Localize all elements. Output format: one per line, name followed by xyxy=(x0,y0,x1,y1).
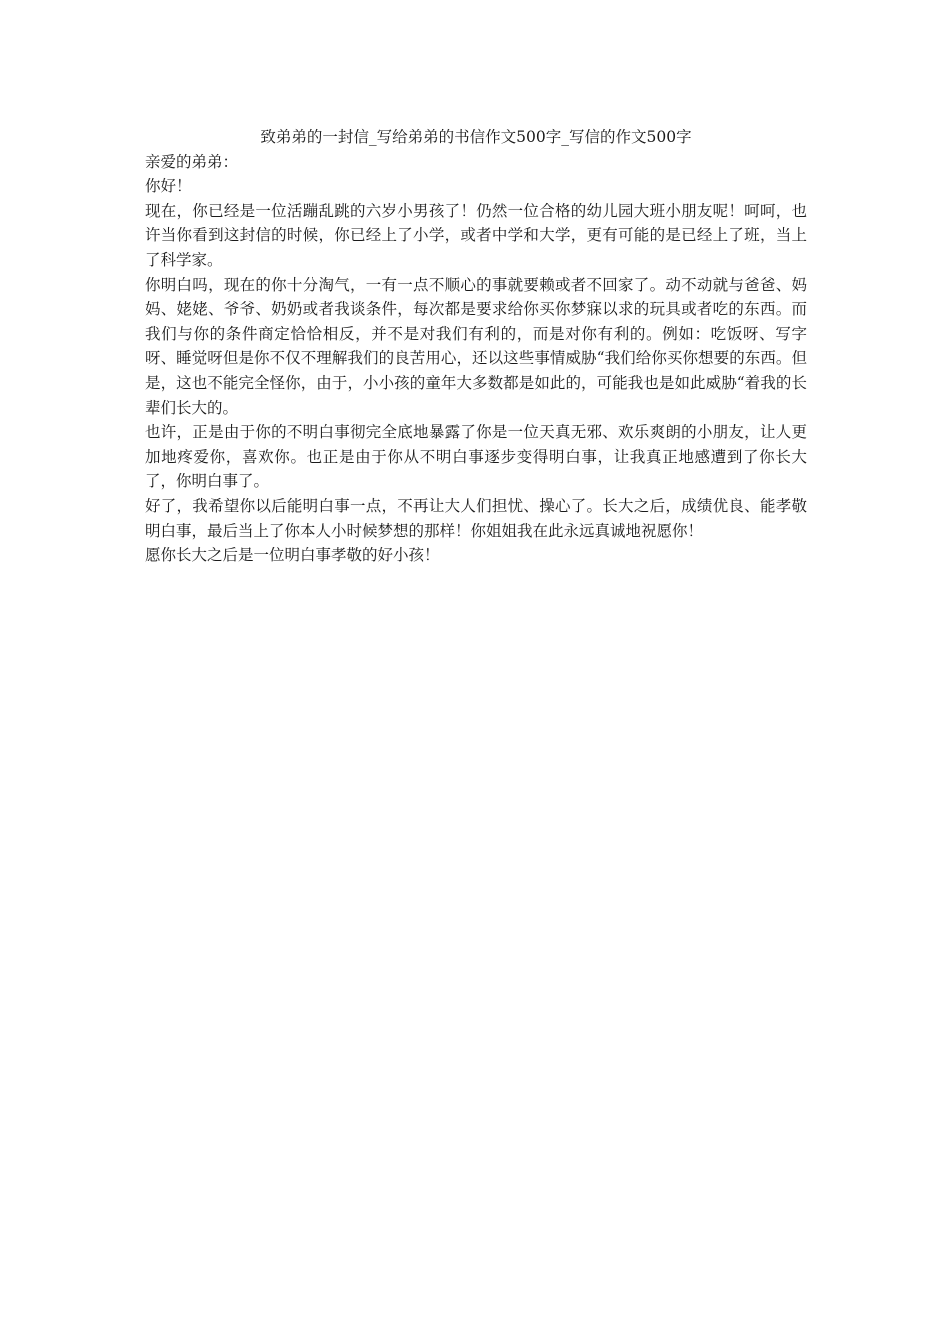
document-body xyxy=(145,125,807,568)
closing-line: 愿你长大之后是一位明白事孝敬的好小孩！ xyxy=(145,546,440,565)
greeting: 你好！ xyxy=(145,177,192,196)
body-paragraph-1: 现在，你已经是一位活蹦乱跳的六岁小男孩了！仍然一位合格的幼儿园大班小朋友呢！呵呵，也许当你看到这封信的时候，你已经上了小学，或者中学和大学，更有可能的是已经上了班，当上了科学家。 xyxy=(145,201,807,269)
document-title: 致弟弟的一封信_写给弟弟的书信作文500字_写信的作文500字 xyxy=(260,128,692,146)
body-paragraph-4: 好了，我希望你以后能明白事一点，不再让大人们担忧、操心了。长大之后，成绩优良、能孝敬明白事，最后当上了你本人小时候梦想的那样！你姐姐我在此永远真诚地祝愿你！ xyxy=(145,496,807,540)
body-paragraph-2: 你明白吗，现在的你十分淘气，一有一点不顺心的事就要赖或者不回家了。动不动就与爸爸、妈妈、姥姥、爷爷、奶奶或者我谈条件，每次都是要求给你买你梦寐以求的玩具或者吃的东西。而我们与你的条件商定恰恰相反，并不是对我们有利的，而是对你有利的。例如：吃饭呀、写字呀、睡觉呀但是你不仅不理解我们的良苦用心，还以这些事情威胁“我们给你买你想要的东西。但是，这也不能完全怪你，由于，小小孩的童年大多数都是如此的，可能我也是如此威胁“着我的长辈们长大的。 xyxy=(145,275,807,417)
body-paragraph-3: 也许，正是由于你的不明白事彻完全底地暴露了你是一位天真无邪、欢乐爽朗的小朋友，让人更加地疼爱你，喜欢你。也正是由于你从不明白事逐步变得明白事，让我真正地感遭到了你长大了，你明白事了。 xyxy=(145,423,807,491)
salutation: 亲爱的弟弟： xyxy=(145,152,239,171)
